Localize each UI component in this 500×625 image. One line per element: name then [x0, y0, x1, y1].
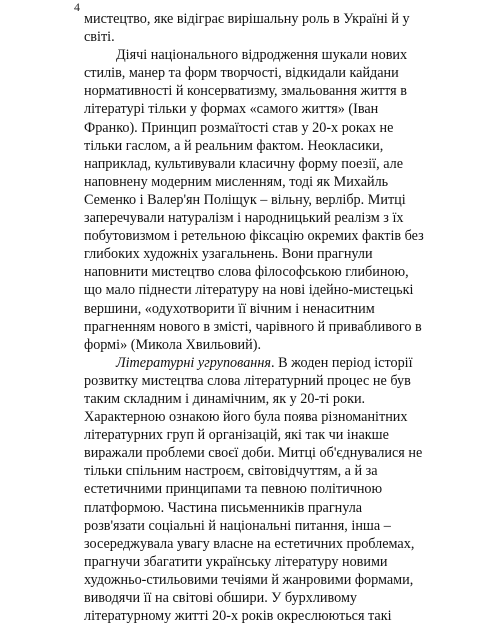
text-line — [84, 571, 439, 589]
line-text: тільки гаслом, а й реальним фактом. Неокласики, — [84, 137, 384, 154]
text-line — [84, 173, 439, 191]
line-text: літературних груп й організацій, які так чи інакше — [84, 427, 389, 444]
line-text: Діячі національного відродження шукали нових — [116, 47, 408, 64]
line-text: виражали проблеми своєї доби. Митці об'єднувалися не — [84, 445, 423, 462]
text-line — [84, 28, 439, 46]
line-text: Франко). Принцип розмаїтості став у 20-х роках не — [84, 119, 394, 136]
section-heading: Літературні угруповання — [116, 354, 271, 371]
text-line — [84, 336, 439, 354]
text-line — [84, 263, 439, 281]
line-text: літературі тільки у формах «самого життя» (Іван — [84, 101, 379, 118]
line-text: зосереджувала увагу власне на естетичних проблемах, — [84, 535, 415, 552]
line-text: прагнучи збагатити українську літературу новими — [84, 553, 388, 570]
text-line — [84, 480, 439, 498]
text-line — [84, 589, 439, 607]
text-line — [84, 499, 439, 517]
line-text: розвитку мистецтва слова літературний процес не був — [84, 372, 411, 389]
line-text: глибоких художніх узагальнень. Вони прагнули — [84, 246, 373, 263]
line-text: виводячи її на світові обшири. У бурхливому — [84, 590, 358, 606]
text-line — [84, 100, 439, 118]
text-line — [84, 607, 439, 625]
text-line — [84, 318, 439, 336]
line-text: платформою. Частина письменників прагнула — [84, 499, 363, 516]
line-text: прагненням нового в змісті, чарівного й привабливого в — [84, 318, 422, 335]
line-text: мистецтво, яке відіграє вирішальну роль в Україні й у — [84, 11, 410, 27]
text-line — [84, 390, 439, 408]
line-text: побутовизмом і ретельною фіксацію окремих фактів без — [84, 228, 424, 245]
line-text: . В жоден період історії — [270, 354, 413, 371]
line-text: формі» (Микола Хвильовий). — [84, 336, 261, 353]
text-line — [84, 281, 439, 299]
line-text: Семенко і Валер'ян Поліщук – вільну, верлібр. Митці — [84, 191, 406, 208]
text-line — [84, 82, 439, 100]
line-text: наприклад, культивували класичну форму поезії, але — [84, 155, 404, 172]
text-line — [84, 372, 439, 390]
text-line — [84, 137, 439, 155]
line-text: нормативності й консерватизму, змальовання життя в — [84, 83, 407, 100]
page-number: 4 — [74, 0, 80, 14]
text-line — [84, 300, 439, 318]
text-line — [84, 46, 439, 64]
line-text: розв'язати соціальні й національні питання, інша – — [84, 517, 391, 534]
text-line — [84, 535, 439, 553]
text-line — [84, 191, 439, 209]
text-line — [84, 354, 439, 372]
line-text: естетичними принципами та певною політичною — [84, 481, 383, 498]
line-text: заперечували натуралізм і народницький реалізм з їх — [84, 210, 404, 227]
line-text: світі. — [84, 29, 115, 46]
line-text: що мало піднести літературу на нові ідейно-мистецькі — [84, 282, 414, 299]
text-line — [84, 119, 439, 137]
line-text: тільки спільним настроєм, світовідчуттям, а й за — [84, 463, 378, 480]
text-line — [84, 209, 439, 227]
line-text: Характерною ознакою його була поява різноманітних — [84, 409, 408, 426]
text-line — [84, 227, 439, 245]
text-line — [84, 408, 439, 426]
text-line — [84, 553, 439, 571]
text-line — [84, 444, 439, 462]
text-line — [84, 10, 439, 28]
text-line — [84, 426, 439, 444]
line-text: наповнену модерним мисленням, тоді як Михайль — [84, 173, 389, 190]
text-line — [84, 462, 439, 480]
text-line — [84, 155, 439, 173]
text-line — [84, 517, 439, 535]
line-text: стилів, манер та форм творчості, відкидали кайдани — [84, 65, 399, 82]
body-text — [84, 10, 439, 625]
line-text: літературному житті 20-х років окреслюються такі — [84, 608, 392, 625]
line-text: наповнити мистецтво слова філософською глибиною, — [84, 264, 409, 281]
line-text: вершини, «одухотворити її вічним і ненаситним — [84, 300, 375, 317]
line-text: таким складним і динамічним, як у 20-ті роки. — [84, 390, 366, 407]
text-line — [84, 245, 439, 263]
text-line — [84, 64, 439, 82]
line-text: художньо-стильовими течіями й жанровими формами, — [84, 571, 414, 588]
